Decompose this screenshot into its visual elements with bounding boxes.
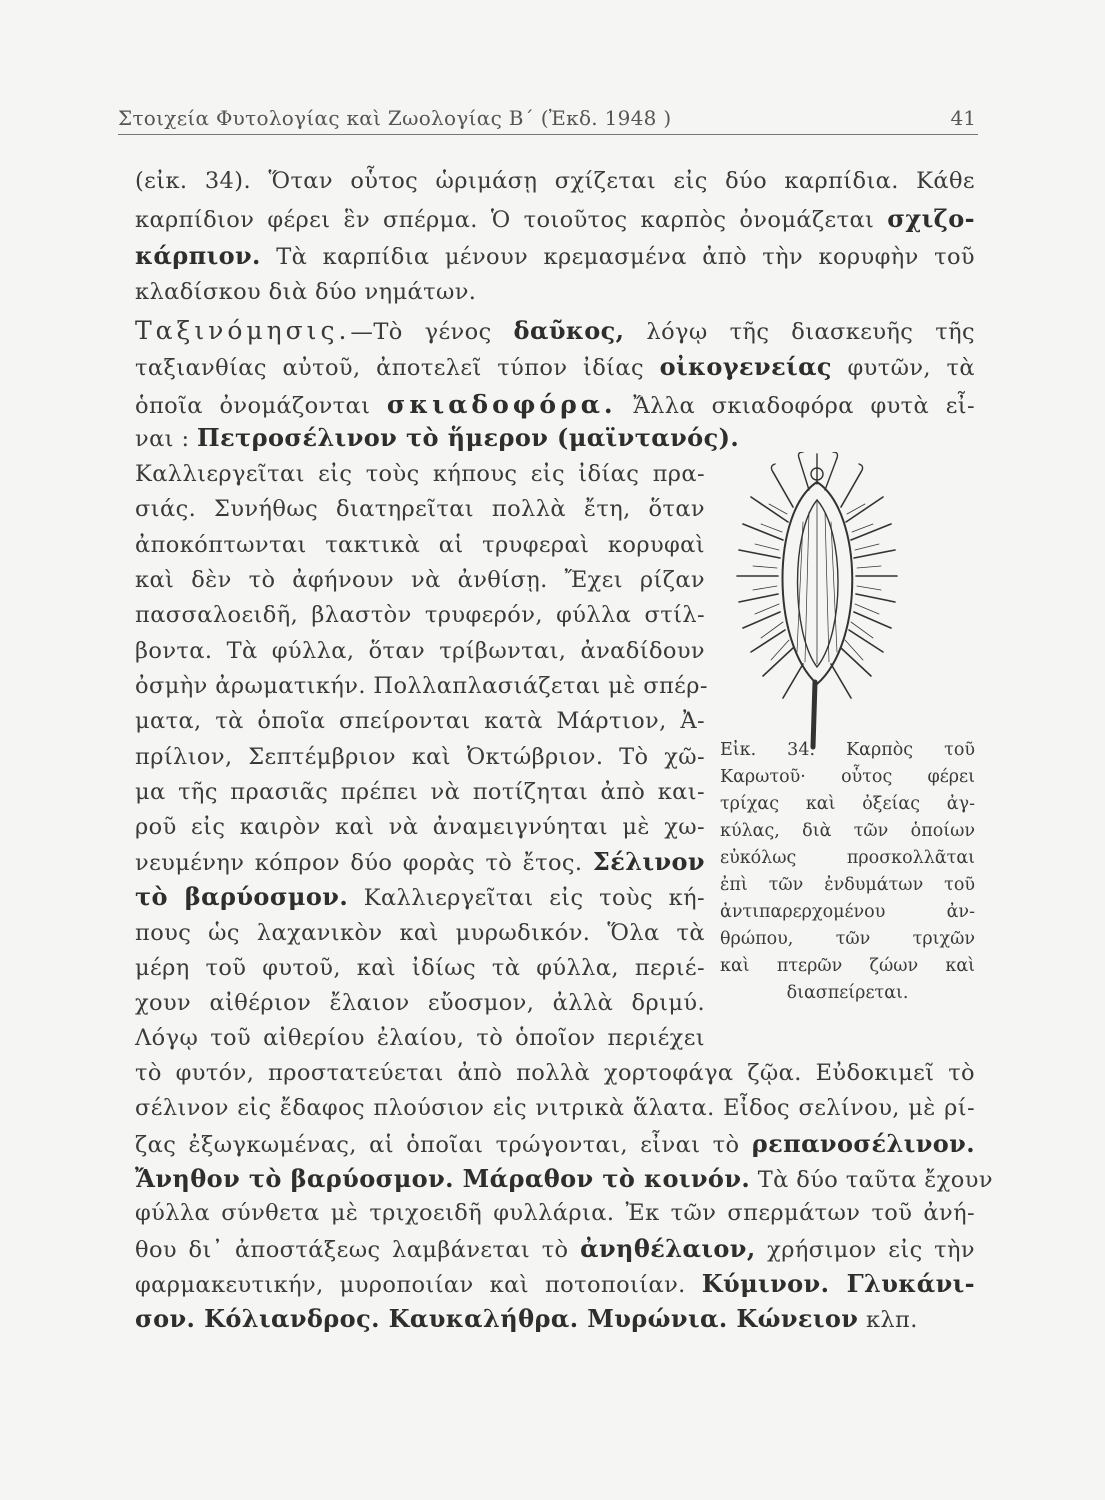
- text-line: νευμένην κόπρον δύο φορὰς τὸ ἔτος. Σέλινον: [135, 847, 705, 876]
- text-line: σον. Κόλιανδρος. Καυκαλήθρα. Μυρώνια. Κώνειον κλπ.: [135, 1304, 918, 1333]
- text-line: καρπίδιον φέρει ἓν σπέρμα. Ὁ τοιοῦτος καρπὸς ὀνομάζεται σχιζο-: [135, 204, 975, 233]
- text-line: θου δι᾽ ἀποστάξεως λαμβάνεται τὸ ἀνηθέλαιον, χρήσιμον εἰς τὴν: [135, 1234, 975, 1263]
- text-line: ὀσμὴν ἀρωματικήν. Πολλαπλασιάζεται μὲ σπέρ-: [135, 673, 708, 699]
- text-line: ταξιανθίας αὐτοῦ, ἀποτελεῖ τύπον ἰδίας οἰκογενείας φυτῶν, τὰ: [135, 352, 976, 381]
- text-line: Καλλιεργεῖται εἰς τοὺς κήπους εἰς ἰδίας πρα-: [135, 461, 705, 487]
- text-line: ροῦ εἰς καιρὸν καὶ νὰ ἀναμειγνύηται μὲ χω-: [135, 814, 705, 840]
- text-line: Ταξινόμησις.—Τὸ γένος δαῦκος, λόγῳ τῆς διασκευῆς τῆς: [135, 316, 975, 345]
- text-line: χουν αἰθέριον ἔλαιον εὔοσμον, ἀλλὰ δριμύ.: [135, 990, 705, 1016]
- text-line: μέρη τοῦ φυτοῦ, καὶ ἰδίως τὰ φύλλα, περιέ-: [135, 955, 705, 981]
- text-line: πους ὡς λαχανικὸν καὶ μυρωδικόν. Ὅλα τὰ: [135, 920, 705, 946]
- text-line: φύλλα σύνθετα μὲ τριχοειδῆ φυλλάρια. Ἐκ τῶν σπερμάτων τοῦ ἀνή-: [135, 1200, 975, 1226]
- figure-number: Εἰκ. 34.: [720, 740, 816, 760]
- text-line: ἀποκόπτωνται τακτικὰ αἱ τρυφεραὶ κορυφαὶ: [135, 532, 705, 558]
- term-schizokarpion: σχιζο-: [887, 204, 975, 233]
- text-line: τὸ φυτόν, προστατεύεται ἀπὸ πολλὰ χορτοφάγα ζῷα. Εὐδοκιμεῖ τὸ: [135, 1060, 975, 1086]
- header-title: Στοιχεία Φυτολογίας καὶ Ζωολογίας Β΄ (Ἐκδ. 1948 ): [118, 106, 672, 130]
- text-line: μα τῆς πρασιᾶς πρέπει νὰ ποτίζηται ἀπὸ και-: [135, 779, 705, 805]
- page-number: 41: [950, 106, 976, 130]
- text-line: καὶ δὲν τὸ ἀφήνουν νὰ ἀνθίσῃ. Ἔχει ρίζαν: [135, 567, 705, 593]
- carrot-fruit-illustration: [733, 452, 903, 750]
- text-line: βοντα. Τὰ φύλλα, ὅταν τρίβωνται, ἀναδίδουν: [135, 638, 705, 664]
- text-line: σιάς. Συνήθως διατηρεῖται πολλὰ ἔτη, ὅταν: [135, 496, 705, 522]
- text-line: ναι : Πετροσέλινον τὸ ἥμερον (μαϊντανός).: [135, 423, 740, 452]
- text-line: πρίλιον, Σεπτέμβριον καὶ Ὀκτώβριον. Τὸ χῶ-: [135, 744, 705, 770]
- text-line: Ἄνηθον τὸ βαρύοσμον. Μάραθον τὸ κοινόν. Τὰ δύο ταῦτα ἔχουν: [135, 1164, 993, 1193]
- text-line: Λόγῳ τοῦ αἰθερίου ἐλαίου, τὸ ὁποῖον περιέχει: [135, 1025, 705, 1051]
- text-line: κάρπιον. Τὰ καρπίδια μένουν κρεμασμένα ἀπὸ τὴν κορυφὴν τοῦ: [135, 241, 976, 270]
- text-line: φαρμακευτικήν, μυροποιίαν καὶ ποτοποιίαν. Κύμινον. Γλυκάνι-: [135, 1269, 975, 1298]
- section-heading-taxinomisis: Ταξινόμησις.: [135, 316, 351, 345]
- text-line: ματα, τὰ ὁποῖα σπείρονται κατὰ Μάρτιον, Ἀ-: [135, 708, 705, 734]
- text-line: ζας ἐξωγκωμένας, αἱ ὁποῖαι τρώγονται, εἶναι τὸ ρεπανοσέλινον.: [135, 1129, 975, 1158]
- running-header: [118, 100, 978, 135]
- text-line: πασσαλοειδῆ, βλαστὸν τρυφερόν, φύλλα στίλ-: [135, 602, 705, 628]
- text-line: (εἰκ. 34). Ὅταν οὗτος ὡριμάσῃ σχίζεται εἰς δύο καρπίδια. Κάθε: [135, 168, 975, 194]
- text-line: σέλινον εἰς ἔδαφος πλούσιον εἰς νιτρικὰ ἅλατα. Εἶδος σελίνου, μὲ ρί-: [135, 1095, 975, 1121]
- text-line: κλαδίσκου διὰ δύο νημάτων.: [135, 279, 477, 305]
- text-line: τὸ βαρύοσμον. Καλλιεργεῖται εἰς τοὺς κή-: [135, 882, 705, 911]
- text-line: ὁποῖα ὀνομάζονται σκιαδοφόρα. Ἄλλα σκιαδοφόρα φυτὰ εἶ-: [135, 390, 975, 419]
